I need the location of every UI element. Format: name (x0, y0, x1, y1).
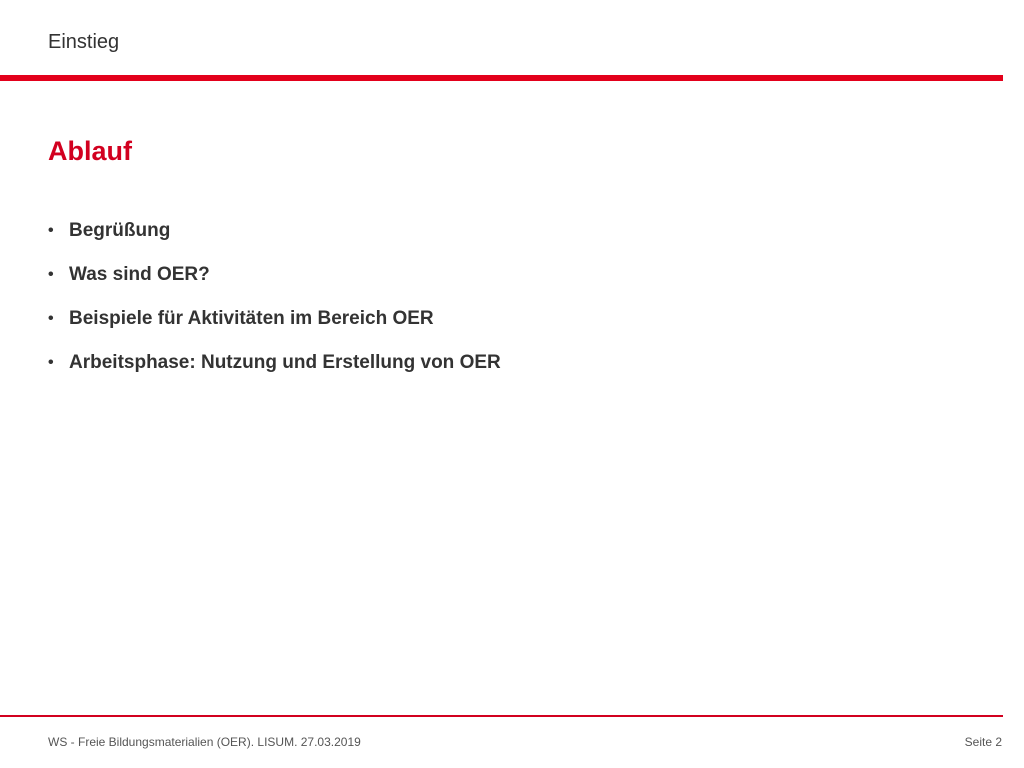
bullet-icon: • (48, 309, 54, 327)
agenda-item-label: Was sind OER? (69, 263, 210, 285)
footer-event-info: WS - Freie Bildungsmaterialien (OER). LISUM. 27.03.2019 (48, 735, 361, 749)
list-item (48, 348, 501, 377)
agenda-item-label: Arbeitsphase: Nutzung und Erstellung von OER (69, 351, 501, 373)
agenda-item-label: Beispiele für Aktivitäten im Bereich OER (69, 307, 434, 329)
bullet-icon: • (48, 221, 54, 239)
list-item (48, 304, 501, 333)
list-item (48, 260, 501, 289)
bullet-icon: • (48, 265, 54, 283)
page-number: Seite 2 (964, 735, 1002, 749)
header-divider (0, 75, 1003, 81)
section-label: Einstieg (48, 31, 120, 53)
agenda-list (48, 216, 501, 392)
bullet-icon: • (48, 353, 54, 371)
list-item (48, 216, 501, 245)
footer-divider (0, 715, 1003, 717)
agenda-item-label: Begrüßung (69, 219, 171, 241)
slide-title: Ablauf (48, 136, 132, 166)
